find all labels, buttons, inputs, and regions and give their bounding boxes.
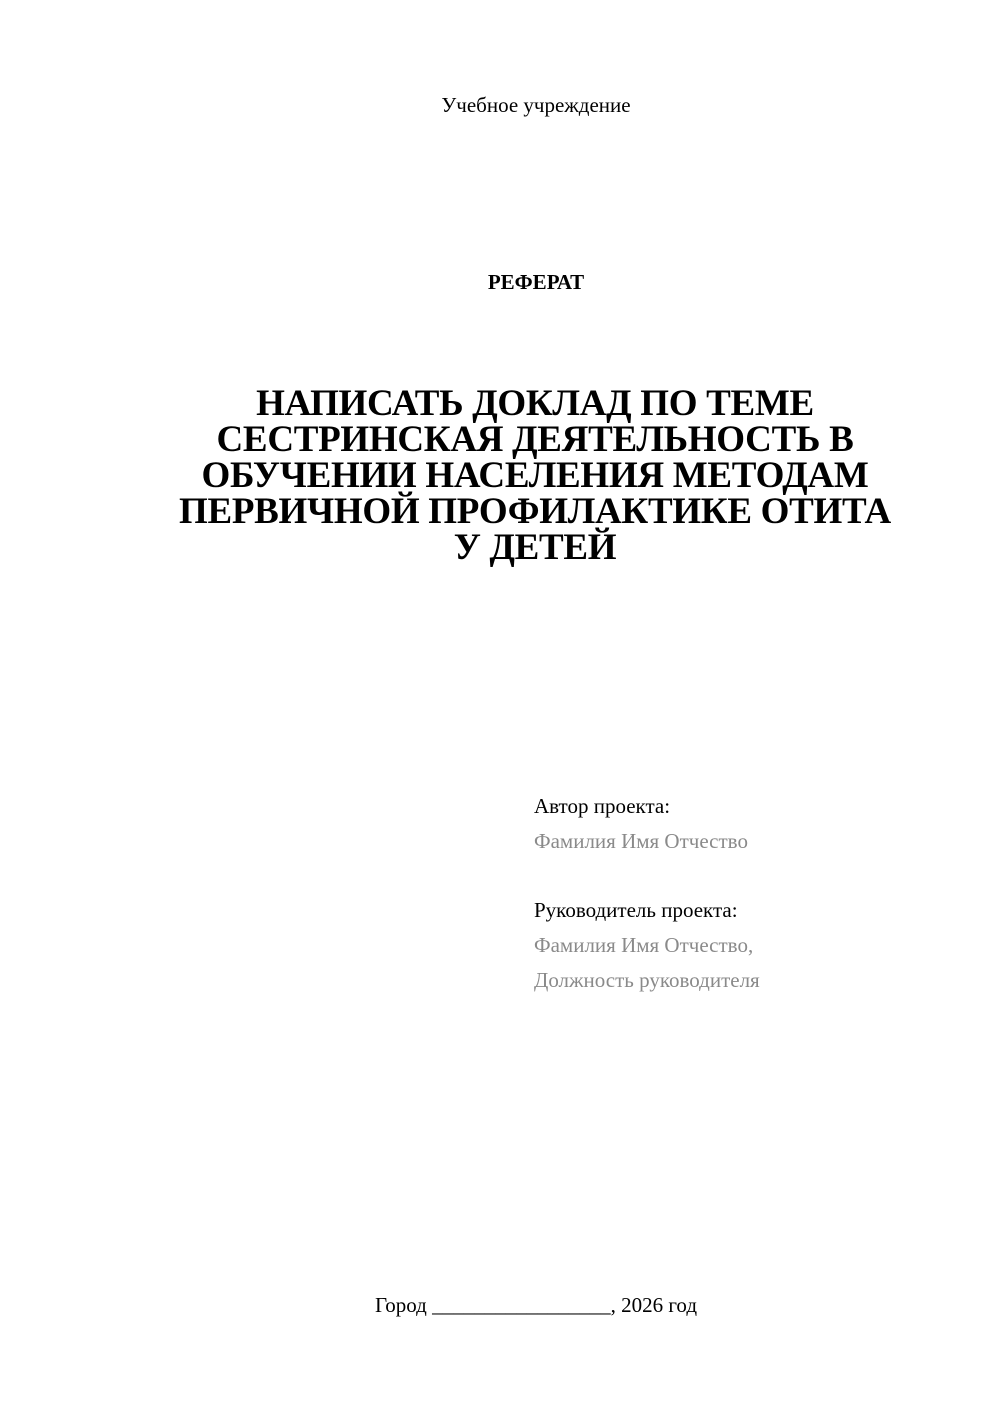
title-line: НАПИСАТЬ ДОКЛАД ПО ТЕМЕ — [256, 383, 814, 424]
institution-name: Учебное учреждение — [441, 93, 631, 117]
credits-block — [534, 789, 974, 998]
author-label: Автор проекта: — [534, 794, 671, 818]
spacer — [534, 859, 974, 893]
title-line: ПЕРВИЧНОЙ ПРОФИЛАКТИКЕ ОТИТА — [179, 491, 891, 532]
title-line: ОБУЧЕНИИ НАСЕЛЕНИЯ МЕТОДАМ — [201, 455, 869, 496]
city-year-line: Город _________________, 2026 год — [374, 1293, 698, 1317]
document-title — [140, 383, 930, 568]
supervisor-label: Руководитель проекта: — [534, 898, 738, 922]
supervisor-name: Фамилия Имя Отчество, — [534, 933, 754, 957]
document-type: РЕФЕРАТ — [487, 270, 585, 294]
supervisor-position: Должность руководителя — [534, 968, 760, 992]
title-line: У ДЕТЕЙ — [453, 527, 617, 568]
author-name: Фамилия Имя Отчество — [534, 829, 748, 853]
title-line: СЕСТРИНСКАЯ ДЕЯТЕЛЬНОСТЬ В — [216, 419, 854, 460]
